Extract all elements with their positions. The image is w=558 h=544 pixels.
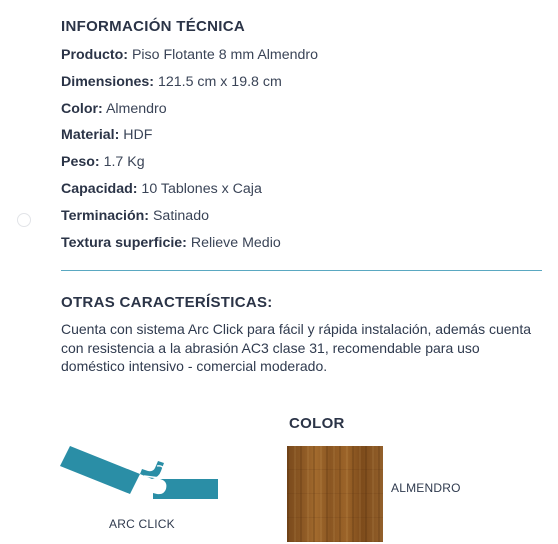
spec-row-textura	[61, 233, 318, 260]
spec-label: Material:	[61, 127, 120, 144]
technical-info-heading: INFORMACIÓN TÉCNICA	[61, 18, 246, 35]
spec-value: Satinado	[149, 207, 209, 224]
spec-value: 1.7 Kg	[99, 154, 145, 171]
other-features-description: Cuenta con sistema Arc Click para fácil y rápida instalación, además cuenta con resistencia a la abrasión AC3 clase 31, recomendable para uso doméstico intensivo - comercial moderado.	[61, 321, 532, 374]
spec-row-material	[61, 125, 318, 152]
spec-value: Relieve Medio	[186, 234, 281, 251]
arc-click-joint-icon	[60, 441, 222, 511]
color-heading: COLOR	[289, 415, 345, 432]
color-swatch-label: ALMENDRO	[391, 481, 461, 495]
spec-label: Textura superficie:	[61, 234, 187, 251]
section-divider	[61, 270, 542, 271]
spec-list	[61, 45, 318, 259]
spec-label: Peso:	[61, 154, 100, 171]
spec-label: Producto:	[61, 47, 128, 63]
spec-label: Color:	[61, 100, 103, 117]
other-features-heading: OTRAS CARACTERÍSTICAS:	[61, 294, 273, 311]
spec-row-terminacion	[61, 206, 318, 233]
spec-row-producto	[61, 45, 318, 72]
spec-label: Dimensiones:	[61, 73, 155, 90]
spec-row-color	[61, 99, 318, 126]
spec-row-dimensiones	[61, 72, 318, 99]
spec-row-capacidad	[61, 179, 318, 206]
spec-row-peso	[61, 152, 318, 179]
spec-label: Terminación:	[61, 207, 150, 224]
spec-value: Piso Flotante 8 mm Almendro	[128, 47, 319, 63]
radio-button[interactable]	[17, 213, 31, 227]
spec-value: HDF	[119, 127, 153, 144]
spec-value: 121.5 cm x 19.8 cm	[154, 73, 282, 90]
spec-value: Almendro	[102, 100, 167, 117]
arc-click-label: ARC CLICK	[109, 517, 175, 531]
spec-value: 10 Tablones x Caja	[137, 180, 262, 197]
spec-label: Capacidad:	[61, 180, 138, 197]
wood-color-swatch	[287, 446, 383, 542]
